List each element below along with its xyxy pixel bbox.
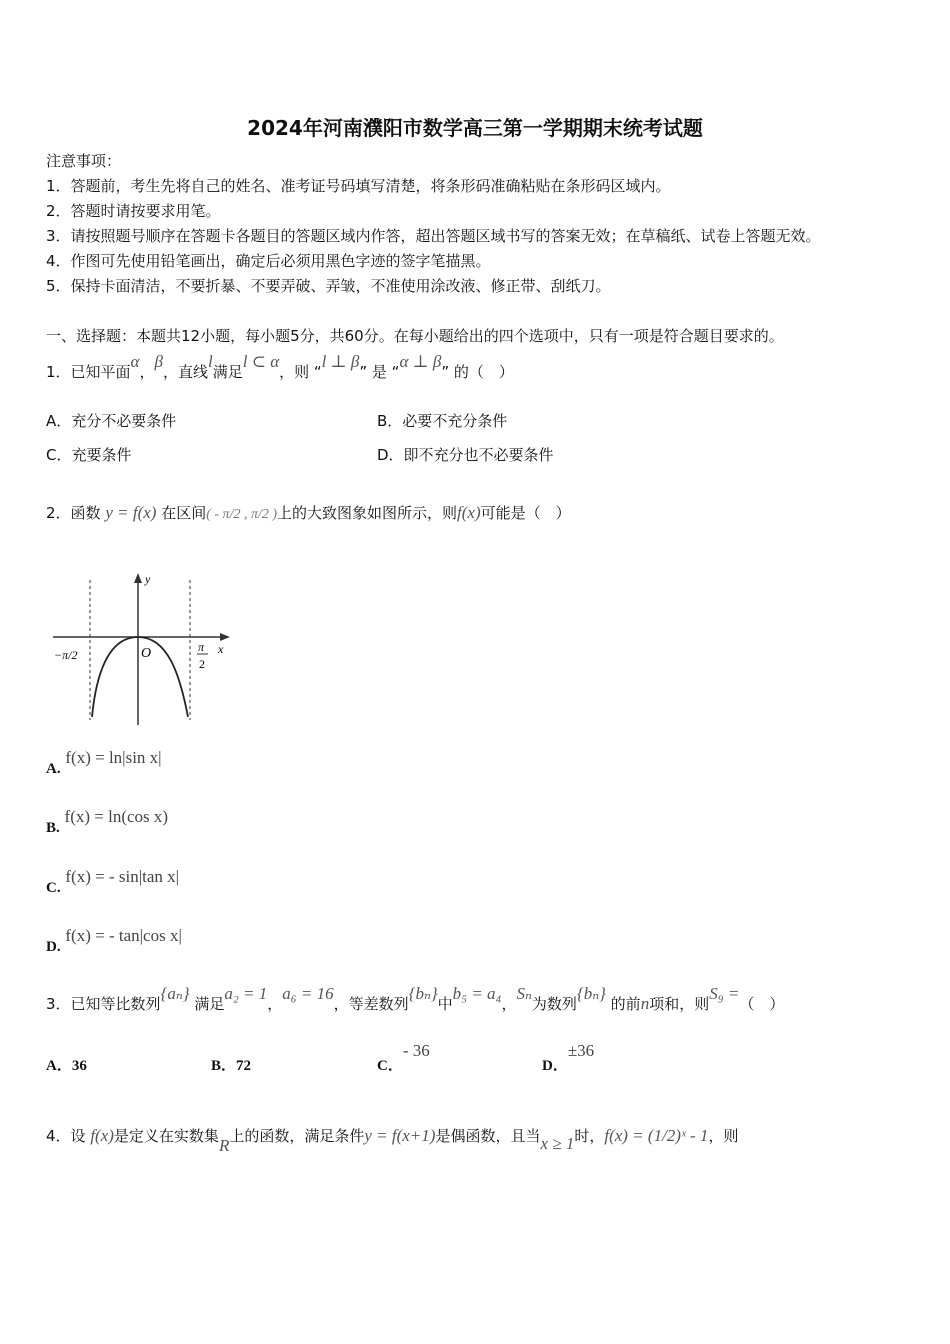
math-expr: a₂ = 1 bbox=[224, 984, 268, 1003]
text: 上的大致图象如图所示，则 bbox=[277, 504, 458, 522]
page-title: 2024年河南濮阳市数学高三第一学期期末统考试题 bbox=[247, 116, 703, 140]
option-label: C. bbox=[46, 880, 61, 896]
math-expr: y = f(x+1) bbox=[364, 1126, 436, 1145]
function-graph bbox=[48, 565, 248, 730]
math-expr: x ≥ 1 bbox=[540, 1134, 575, 1153]
text: ” 的（ ） bbox=[441, 363, 514, 381]
math-n: n bbox=[640, 994, 650, 1013]
math-expr: y = f(x) bbox=[105, 503, 157, 522]
text: 可能是（ ） bbox=[480, 504, 571, 522]
math-expr: S₉ = bbox=[709, 984, 740, 1003]
option-expr: f(x) = ln(cos x) bbox=[64, 807, 169, 826]
pos-pi: π bbox=[198, 640, 205, 654]
math-expr: l ⊥ β bbox=[321, 352, 360, 371]
text: ，直线 bbox=[162, 363, 208, 381]
option-label: D. bbox=[46, 939, 61, 955]
option-label: B. bbox=[46, 820, 60, 836]
text: 1．已知平面 bbox=[46, 363, 131, 381]
x-axis-arrow bbox=[220, 633, 230, 641]
option-label: A. bbox=[46, 761, 61, 777]
text: ， bbox=[267, 995, 283, 1013]
q1-option-c[interactable]: C．充要条件 bbox=[46, 446, 132, 464]
text: 3．已知等比数列 bbox=[46, 995, 161, 1013]
text: ， bbox=[139, 363, 155, 381]
notice-item: 1．答题前，考生先将自己的姓名、准考证号码填写清楚，将条形码准确粘贴在条形码区域内。 bbox=[46, 177, 671, 195]
text: ” 是 “ bbox=[359, 363, 400, 381]
x-label: x bbox=[218, 642, 224, 656]
option-value: - 36 bbox=[402, 1041, 430, 1060]
text: 中 bbox=[437, 995, 453, 1013]
option-value: ±36 bbox=[567, 1041, 595, 1060]
origin-label: O bbox=[141, 646, 152, 661]
q3-option-d[interactable] bbox=[542, 1041, 595, 1075]
math-expr: {bₙ} bbox=[576, 984, 606, 1003]
q2-option-a[interactable] bbox=[46, 748, 162, 777]
math-interval: ( - π/2 , π/2 ) bbox=[206, 507, 278, 522]
text: （ ） bbox=[739, 995, 785, 1013]
q3-option-b[interactable]: B．72 bbox=[211, 1058, 252, 1074]
notice-heading: 注意事项： bbox=[46, 152, 122, 170]
notice-item: 4．作图可先使用铅笔画出，确定后必须用黑色字迹的签字笔描黑。 bbox=[46, 252, 491, 270]
q2-option-d[interactable] bbox=[46, 926, 182, 955]
text: 时， bbox=[574, 1127, 605, 1145]
text: 4．设 bbox=[46, 1127, 86, 1145]
text: 满足 bbox=[212, 363, 243, 381]
q2-option-c[interactable] bbox=[46, 867, 180, 896]
notice-item: 2．答题时请按要求用笔。 bbox=[46, 202, 221, 220]
math-R: R bbox=[218, 1136, 230, 1155]
text: 在区间 bbox=[161, 504, 207, 522]
math-expr: l ⊂ α bbox=[242, 352, 280, 371]
text: 为数列 bbox=[531, 995, 577, 1013]
math-expr: {aₙ} bbox=[160, 984, 190, 1003]
math-expr: f(x) bbox=[457, 503, 481, 522]
y-axis-arrow bbox=[134, 573, 142, 583]
notice-item: 3．请按照题号顺序在答题卡各题目的答题区域内作答，超出答题区域书写的答案无效；在草稿纸、试卷上答题无效。 bbox=[46, 227, 821, 245]
text: 2．函数 bbox=[46, 504, 101, 522]
math-expr: f(x) = (1/2)ˣ - 1 bbox=[604, 1126, 709, 1145]
math-expr: α ⊥ β bbox=[399, 352, 442, 371]
math-alpha: α bbox=[130, 352, 140, 371]
q1-option-d[interactable]: D．即不充分也不必要条件 bbox=[377, 446, 554, 464]
math-beta: β bbox=[154, 352, 163, 371]
text: ，则 bbox=[708, 1127, 739, 1145]
q3-option-c[interactable] bbox=[377, 1041, 430, 1075]
option-expr: f(x) = ln|sin x| bbox=[65, 748, 162, 767]
q2-option-b[interactable] bbox=[46, 807, 169, 836]
text: ，则 “ bbox=[279, 363, 322, 381]
math-l: l bbox=[207, 352, 213, 371]
text: 的前 bbox=[610, 995, 641, 1013]
text: 满足 bbox=[194, 995, 225, 1013]
q1-option-b[interactable]: B．必要不充分条件 bbox=[377, 412, 508, 430]
question-2 bbox=[46, 503, 571, 525]
question-1 bbox=[46, 352, 514, 382]
option-label: C． bbox=[377, 1058, 403, 1074]
text: ，等差数列 bbox=[333, 995, 409, 1013]
question-3 bbox=[46, 984, 785, 1014]
text: 是定义在实数集 bbox=[113, 1127, 219, 1145]
math-expr: Sₙ bbox=[516, 984, 532, 1003]
curve bbox=[92, 637, 188, 717]
math-expr: a₆ = 16 bbox=[282, 984, 334, 1003]
math-expr: f(x) bbox=[90, 1126, 114, 1145]
y-label: y bbox=[145, 572, 151, 586]
q3-option-a[interactable]: A．36 bbox=[46, 1058, 87, 1074]
math-expr: {bₙ} bbox=[408, 984, 438, 1003]
pos-two: 2 bbox=[199, 657, 205, 671]
text: 是偶函数，且当 bbox=[435, 1127, 541, 1145]
q1-option-a[interactable]: A．充分不必要条件 bbox=[46, 412, 177, 430]
option-expr: f(x) = - tan|cos x| bbox=[65, 926, 182, 945]
text: 项和，则 bbox=[649, 995, 710, 1013]
text: ， bbox=[501, 995, 517, 1013]
question-4 bbox=[46, 1126, 739, 1155]
section-heading: 一、选择题：本题共12小题，每小题5分，共60分。在每小题给出的四个选项中，只有一项是符合题目要求的。 bbox=[46, 327, 784, 345]
neg-half-pi-label: −π/2 bbox=[54, 648, 78, 662]
option-label: D． bbox=[542, 1058, 568, 1074]
text: 上的函数，满足条件 bbox=[229, 1127, 365, 1145]
option-expr: f(x) = - sin|tan x| bbox=[65, 867, 180, 886]
math-expr: b₅ = a₄ bbox=[452, 984, 502, 1003]
notice-item: 5．保持卡面清洁，不要折暴、不要弄破、弄皱，不准使用涂改液、修正带、刮纸刀。 bbox=[46, 277, 611, 295]
